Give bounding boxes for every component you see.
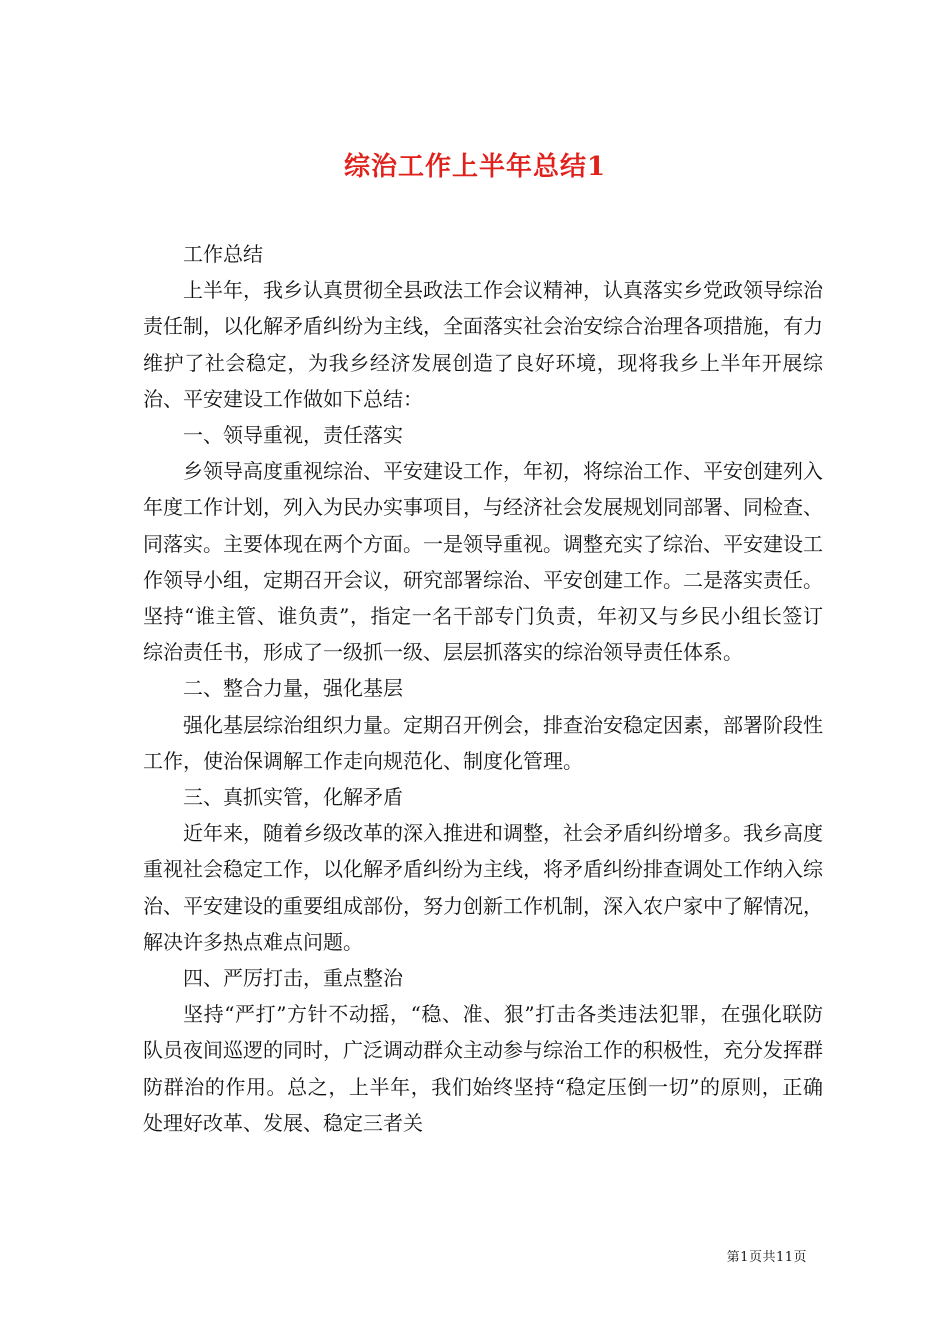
section-2-heading: 二、整合力量，强化基层 — [183, 676, 403, 701]
document-title: 综治工作上半年总结1 — [343, 152, 607, 183]
section-1-heading: 一、领导重视，责任落实 — [183, 423, 403, 448]
intro-paragraph: 上半年，我乡认真贯彻全县政法工作会议精神，认真落实乡党政领导综治责任制，以化解矛盾纠纷为主线，全面落实社会治安综合治理各项措施，有力维护了社会稳定，为我乡经济发展创造了良好环境，现将我乡上半年开展综治、平安建设工作做如下总结： — [143, 278, 823, 411]
section-2-paragraph: 强化基层综治组织力量。定期召开例会，排查治安稳定因素，部署阶段性工作，使治保调解工作走向规范化、制度化管理。 — [143, 712, 823, 773]
document-body — [143, 236, 823, 1141]
section-4-paragraph: 坚持“严打”方针不动摇，“稳、准、狠”打击各类违法犯罪，在强化联防队员夜间巡逻的同时，广泛调动群众主动参与综治工作的积极性，充分发挥群防群治的作用。总之，上半年，我们始终坚持“稳定压倒一切”的原则，正确处理好改革、发展、稳定三者关 — [143, 1002, 823, 1135]
page-number: 第1页共11页 — [726, 1250, 807, 1265]
section-1-paragraph: 乡领导高度重视综治、平安建设工作，年初，将综治工作、平安创建列入年度工作计划，列入为民办实事项目，与经济社会发展规划同部署、同检查、同落实。主要体现在两个方面。一是领导重视。调整充实了综治、平安建设工作领导小组，定期召开会议，研究部署综治、平安创建工作。二是落实责任。坚持“谁主管、谁负责”，指定一名干部专门负责，年初又与乡民小组长签订综治责任书，形成了一级抓一级、层层抓落实的综治领导责任体系。 — [143, 459, 823, 665]
section-3-heading: 三、真抓实管，化解矛盾 — [183, 785, 403, 810]
document-subtitle: 工作总结 — [183, 242, 263, 266]
section-4-heading: 四、严厉打击，重点整治 — [183, 966, 403, 991]
section-3-paragraph: 近年来，随着乡级改革的深入推进和调整，社会矛盾纠纷增多。我乡高度重视社会稳定工作，以化解矛盾纠纷为主线，将矛盾纠纷排查调处工作纳入综治、平安建设的重要组成部份，努力创新工作机制，深入农户家中了解情况，解决许多热点难点问题。 — [143, 821, 823, 954]
